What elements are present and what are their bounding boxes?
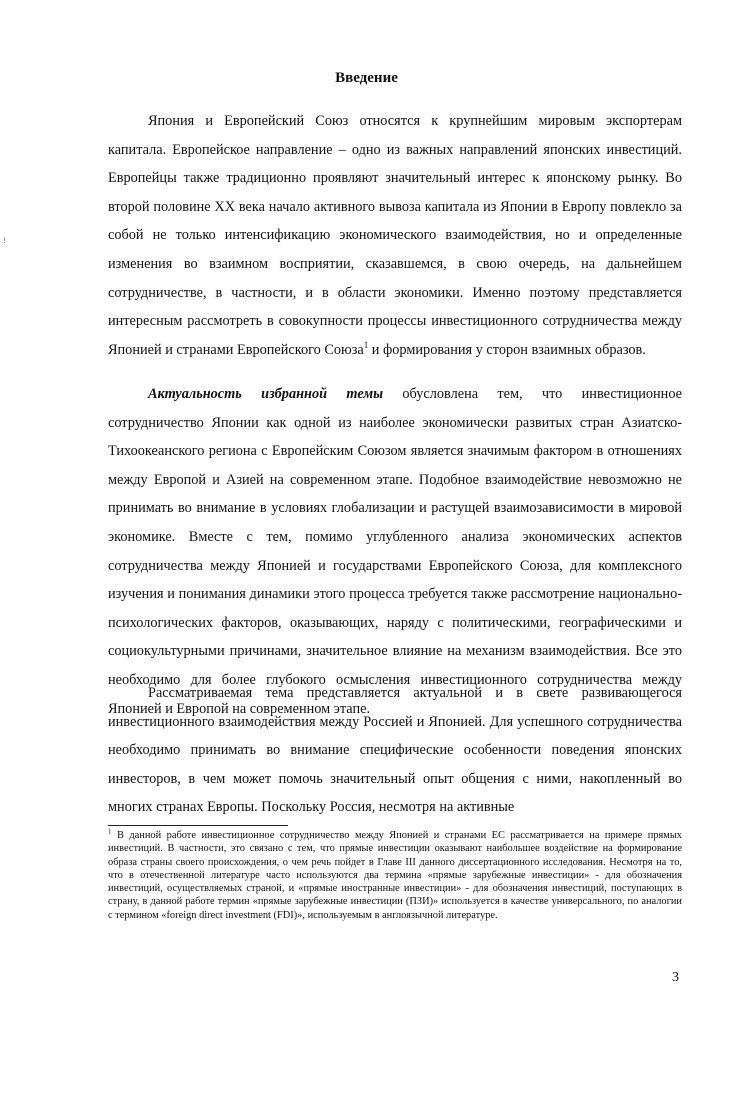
footnote bbox=[108, 829, 682, 922]
paragraph-relevance bbox=[108, 380, 682, 723]
paragraph-relevance-text: обусловлена тем, что инвестиционное сотрудничество Японии как одной из наиболее экономически развитых стран Азиатско-Тихоокеанского региона с Европейским Союзом является значимым фактором в отношениях между Европой и Азией на современном этапе. Подобное взаимодействие невозможно не принимать во внимание в условиях глобализации и растущей взаимозависимости в мировой экономике. Вместе с тем, помимо углубленного анализа экономических аспектов сотрудничества между Японией и государствами Европейского Союза, для комплексного изучения и понимания динамики этого процесса требуется также рассмотрение национально-психологических факторов, оказывающих, наряду с политическими, географическими и социокультурными причинами, значительное влияние на механизм взаимодействия. Все это необходимо для более глубокого осмысления инвестиционного сотрудничества между Японией и Европой на современном этапе. bbox=[108, 386, 682, 717]
page-number: 3 bbox=[672, 970, 679, 985]
paragraph-intro-text-b: и формирования у сторон взаимных образов. bbox=[368, 341, 646, 358]
footnote-text: В данной работе инвестиционное сотрудничество между Японией и странами ЕС рассматривается на примере прямых инвестиций. В частности, это связано с тем, что прямые инвестиции оказывают наибольшее воздействие на формирование образа страны своего происхождения, о чем речь пойдет в Главе III данного диссертационного исследования. Несмотря на то, что в отечественной литературе часто используются два термина «прямые зарубежные инвестиции» - для обозначения инвестиций, осуществляемых страной, и «прямые иностранные инвестиции» - для обозначения инвестиций, поступающих в страну, в данной работе термин «прямые зарубежные инвестиции (ПЗИ)» используется в качестве универсального, по аналогии с термином «foreign direct investment (FDI)», используемым в англоязычной литературе. bbox=[108, 830, 682, 921]
footnote-marker: 1 bbox=[108, 827, 112, 836]
paragraph-russia: Рассматриваемая тема представляется актуальной и в свете развивающегося инвестиционного взаимодействия между Россией и Японией. Для успешного сотрудничества необходимо принимать во внимание специфические особенности поведения японских инвесторов, в чем может помочь значительный опыт общения с ними, накопленный во многих странах Европы. Поскольку Россия, несмотря на активные bbox=[108, 685, 682, 816]
footnote-reference[interactable]: 1 bbox=[363, 339, 369, 350]
paragraph-intro bbox=[108, 107, 682, 364]
relevance-emphasis: Актуальность избранной темы bbox=[148, 386, 384, 402]
footnote-divider bbox=[108, 825, 288, 826]
paragraph-intro-text-a: Япония и Европейский Союз относятся к крупнейшим мировым экспортерам капитала. Европейское направление – одно из важных направлений японских инвестиций. Европейцы также традиционно проявляют значительный интерес к японскому рынку. Во второй половине XX века начало активного вывоза капитала из Японии в Европу повлекло за собой не только интенсификацию экономического взаимодействия, но и определенные изменения во взаимном восприятии, сказавшемся, в свою очередь, на дальнейшем сотрудничестве, в частности, и в области экономики. Именно поэтому представляется интересным рассмотреть в совокупности процессы инвестиционного сотрудничества между Японией и странами Европейского Союза bbox=[108, 113, 682, 358]
page-title: Введение bbox=[335, 70, 398, 86]
margin-mark: ! bbox=[3, 236, 6, 245]
